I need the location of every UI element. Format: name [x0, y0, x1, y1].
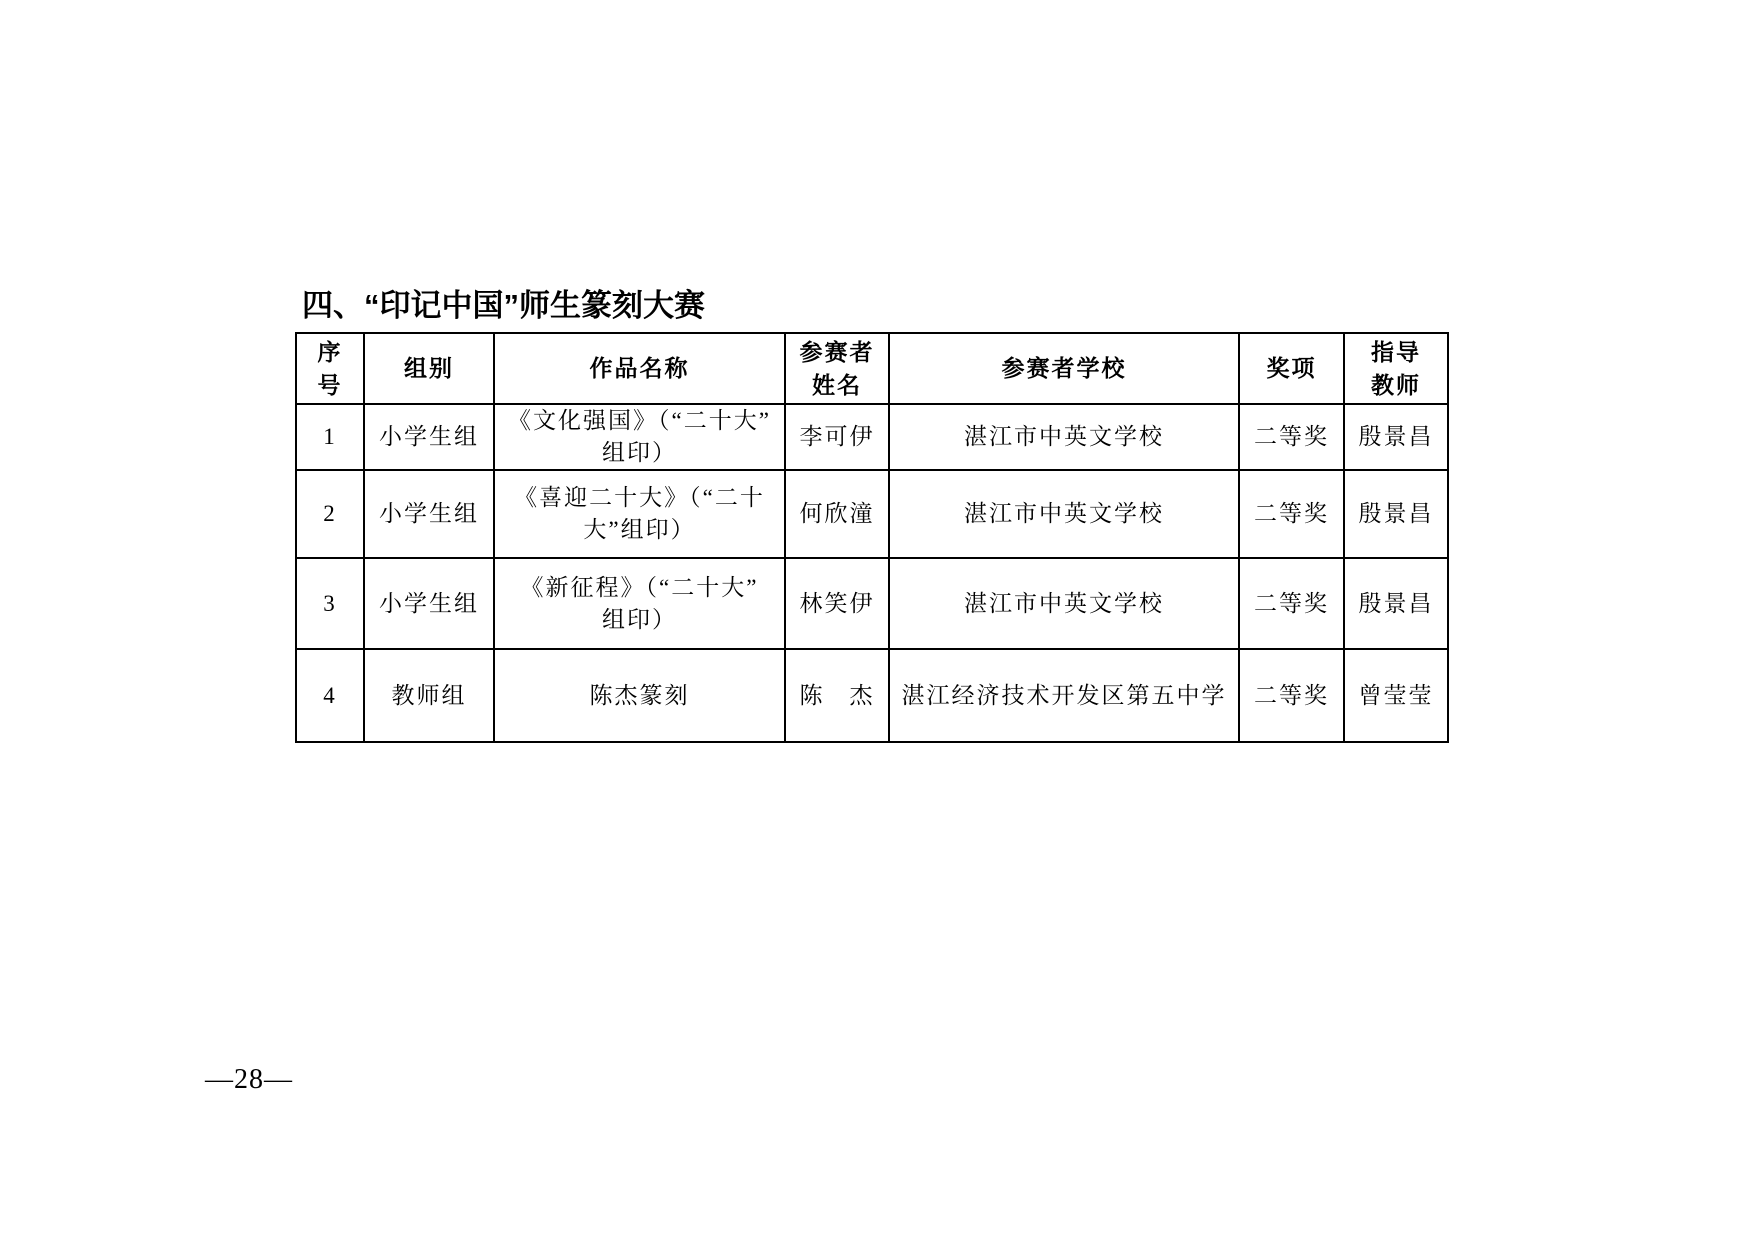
cell-work-title: 《文化强国》（“二十大” 组印） — [494, 404, 785, 470]
cell-serial: 4 — [296, 649, 364, 742]
col-header-advisor: 指导 教师 — [1344, 333, 1448, 404]
cell-advisor: 殷景昌 — [1344, 404, 1448, 470]
col-header-participant-school: 参赛者学校 — [889, 333, 1239, 404]
cell-serial: 3 — [296, 558, 364, 649]
table-body — [296, 404, 1448, 742]
table-row — [296, 649, 1448, 742]
cell-work-title: 《喜迎二十大》（“二十 大”组印） — [494, 470, 785, 558]
cell-award: 二等奖 — [1239, 558, 1344, 649]
cell-group: 小学生组 — [364, 404, 494, 470]
cell-group: 小学生组 — [364, 470, 494, 558]
cell-advisor: 曾莹莹 — [1344, 649, 1448, 742]
cell-participant-name: 何欣潼 — [785, 470, 889, 558]
header-row — [296, 333, 1448, 404]
col-header-group: 组别 — [364, 333, 494, 404]
cell-work-title: 陈杰篆刻 — [494, 649, 785, 742]
cell-group: 教师组 — [364, 649, 494, 742]
table-row — [296, 404, 1448, 470]
table-row — [296, 558, 1448, 649]
col-header-participant-name: 参赛者 姓名 — [785, 333, 889, 404]
cell-participant-name: 陈 杰 — [785, 649, 889, 742]
page-number: —28— — [205, 1064, 293, 1095]
table-header — [296, 333, 1448, 404]
col-header-work-title: 作品名称 — [494, 333, 785, 404]
cell-participant-school: 湛江市中英文学校 — [889, 470, 1239, 558]
cell-participant-name: 林笑伊 — [785, 558, 889, 649]
cell-group: 小学生组 — [364, 558, 494, 649]
awards-table — [295, 332, 1449, 743]
cell-advisor: 殷景昌 — [1344, 470, 1448, 558]
col-header-award: 奖项 — [1239, 333, 1344, 404]
cell-advisor: 殷景昌 — [1344, 558, 1448, 649]
cell-participant-school: 湛江市中英文学校 — [889, 404, 1239, 470]
col-header-serial: 序 号 — [296, 333, 364, 404]
cell-serial: 1 — [296, 404, 364, 470]
section-title: 四、“印记中国”师生篆刻大赛 — [302, 288, 705, 323]
cell-work-title: 《新征程》（“二十大” 组印） — [494, 558, 785, 649]
table-row — [296, 470, 1448, 558]
cell-award: 二等奖 — [1239, 470, 1344, 558]
cell-participant-school: 湛江市中英文学校 — [889, 558, 1239, 649]
cell-award: 二等奖 — [1239, 649, 1344, 742]
cell-participant-name: 李可伊 — [785, 404, 889, 470]
cell-serial: 2 — [296, 470, 364, 558]
cell-award: 二等奖 — [1239, 404, 1344, 470]
cell-participant-school: 湛江经济技术开发区第五中学 — [889, 649, 1239, 742]
